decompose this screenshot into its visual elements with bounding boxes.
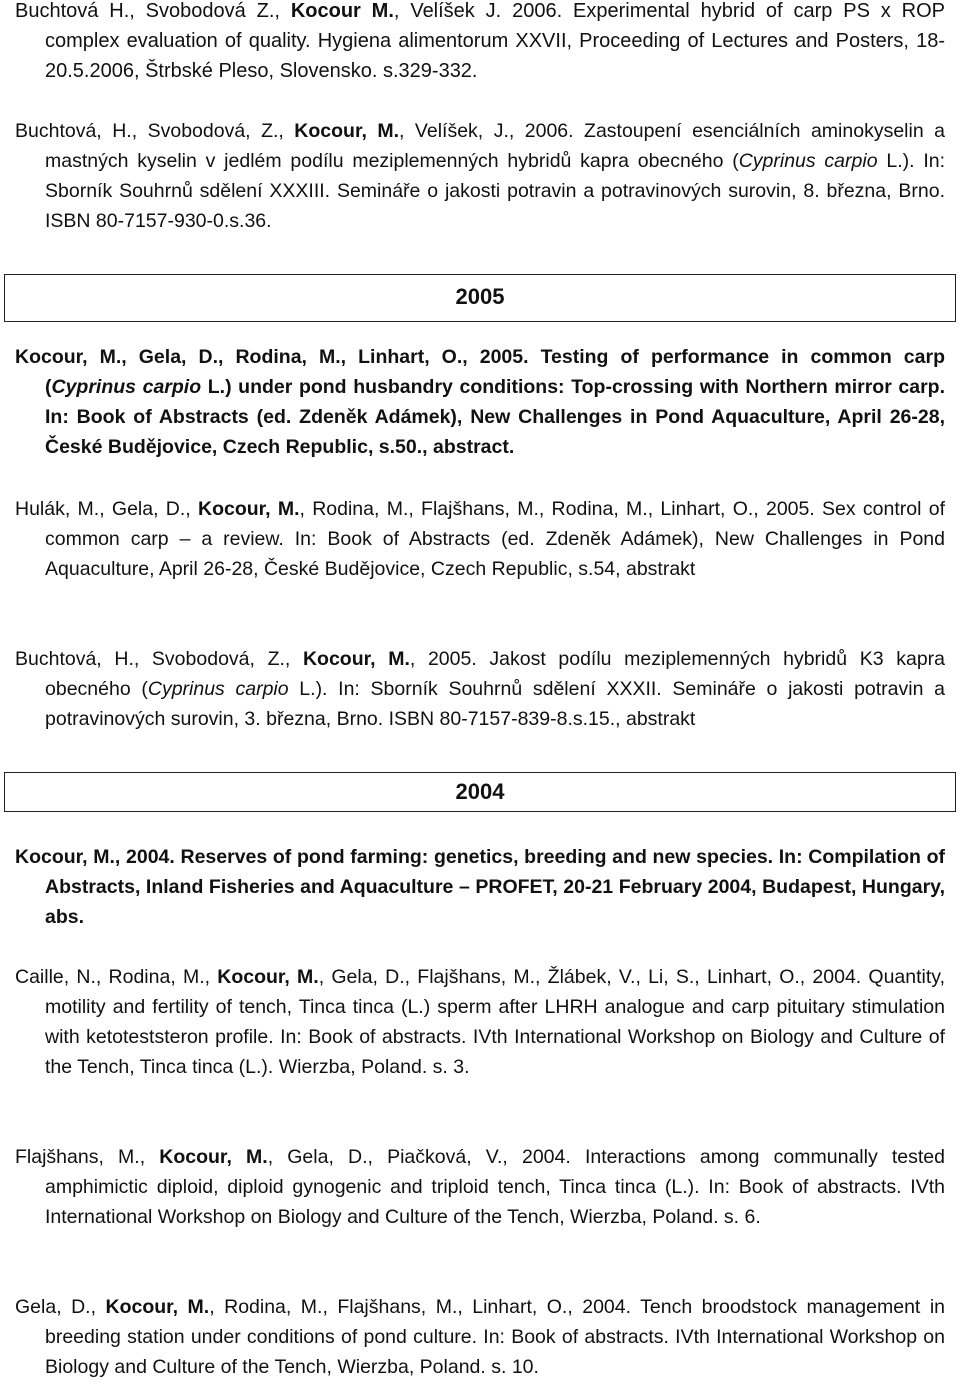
reference-entry <box>15 342 945 462</box>
reference-entry <box>15 842 945 932</box>
year-heading-2004 <box>4 772 956 812</box>
reference-text: , Velíšek, J., 2006. Zastoupení esenciálních aminokyselin a mastných kyselin v jedlém podílu meziplemenných hybridů kapra obecného ( <box>45 120 945 172</box>
reference-text: Flajšhans, M., <box>15 1146 160 1168</box>
species-name: Cyprinus carpio <box>147 678 289 700</box>
reference-text: , Rodina, M., Flajšhans, M., Linhart, O., 2004. Tench broodstock management in breeding station under conditions of pond culture. In: Book of abstracts. IVth International Workshop on Biology and Culture of the Tench, Wierzba, Poland. s. 10. <box>45 1296 945 1378</box>
reference-text: Hulák, M., Gela, D., <box>15 498 198 520</box>
reference-entry <box>15 0 945 86</box>
highlighted-author: Kocour, M. <box>197 498 300 520</box>
reference-text: Buchtová H., Svobodová Z., <box>15 0 291 22</box>
reference-entry <box>15 644 945 734</box>
reference-text: Kocour, M., 2004. Reserves of pond farming: genetics, breeding and new species. In: Compilation of Abstracts, Inland Fisheries and Aquaculture – PROFET, 20-21 February 2004, Budapest, Hungary, abs. <box>15 846 945 928</box>
reference-text: Buchtová, H., Svobodová, Z., <box>15 648 303 670</box>
highlighted-author: Kocour M. <box>290 0 394 22</box>
highlighted-author: Kocour, M. <box>105 1296 210 1318</box>
reference-text: , Gela, D., Flajšhans, M., Žlábek, V., Li, S., Linhart, O., 2004. Quantity, motility and fertility of tench, Tinca tinca (L.) sperm after LHRH analogue and carp pituitary stimulation with ketoteststeron profile. In: Book of abstracts. IVth International Workshop on Biology and Culture of the Tench, Tinca tinca (L.). Wierzba, Poland. s. 3. <box>45 966 946 1078</box>
year-heading-2005 <box>4 274 956 322</box>
reference-text: Caille, N., Rodina, M., <box>15 966 218 988</box>
reference-entry <box>15 1292 945 1382</box>
reference-entry <box>15 1142 945 1232</box>
reference-entry <box>15 962 945 1082</box>
reference-entry <box>15 116 945 236</box>
reference-text: L.). In: Sborník Souhrnů sdělení XXXII. Semináře o jakosti potravin a potravinových surovin, 3. března, Brno. ISBN 80-7157-839-8.s.15., abstrakt <box>45 678 945 730</box>
reference-entry <box>15 494 945 584</box>
highlighted-author: Kocour, M. <box>159 1146 268 1168</box>
reference-text: L.) under pond husbandry conditions: Top-crossing with Northern mirror carp. In: Book of Abstracts (ed. Zdeněk Adámek), New Challenges in Pond Aquaculture, April 26-28, České Budějovice, Czech Republic, s.50., abstract. <box>45 376 945 458</box>
reference-text: Buchtová, H., Svobodová, Z., <box>15 120 295 142</box>
reference-text: , Rodina, M., Flajšhans, M., Rodina, M., Linhart, O., 2005. Sex control of common carp – a review. In: Book of Abstracts (ed. Zdeněk Adámek), New Challenges in Pond Aquaculture, April 26-28, České Budějovice, Czech Republic, s.54, abstrakt <box>45 498 945 580</box>
reference-text: , Gela, D., Piačková, V., 2004. Interactions among communally tested amphimictic diploid, diploid gynogenic and triploid tench, Tinca tinca (L.). In: Book of abstracts. IVth International Workshop on Biology and Culture of the Tench, Wierzba, Poland. s. 6. <box>45 1146 945 1228</box>
reference-text: Kocour, M., Gela, D., Rodina, M., Linhart, O., 2005. Testing of performance in common carp ( <box>15 346 945 398</box>
highlighted-author: Kocour, M. <box>294 120 400 142</box>
species-name: Cyprinus carpio <box>738 150 878 172</box>
year-label: 2005 <box>455 284 505 309</box>
reference-text: L.). In: Sborník Souhrnů sdělení XXXIII. Semináře o jakosti potravin a potravinových surovin, 8. března, Brno. ISBN 80-7157-930-0.s.36. <box>45 150 945 232</box>
year-label: 2004 <box>455 779 505 804</box>
reference-text: , Velíšek J. 2006. Experimental hybrid of carp PS x ROP complex evaluation of quality. Hygiena alimentorum XXVII, Proceeding of Lectures and Posters, 18-20.5.2006, Štrbské Pleso, Slovensko. s.329-332. <box>45 0 945 82</box>
highlighted-author: Kocour, M. <box>302 648 410 670</box>
reference-text: , 2005. Jakost podílu meziplemenných hybridů K3 kapra obecného ( <box>45 648 945 700</box>
highlighted-author: Kocour, M. <box>217 966 319 988</box>
reference-text: Gela, D., <box>15 1296 106 1318</box>
species-name: Cyprinus carpio <box>51 376 202 398</box>
